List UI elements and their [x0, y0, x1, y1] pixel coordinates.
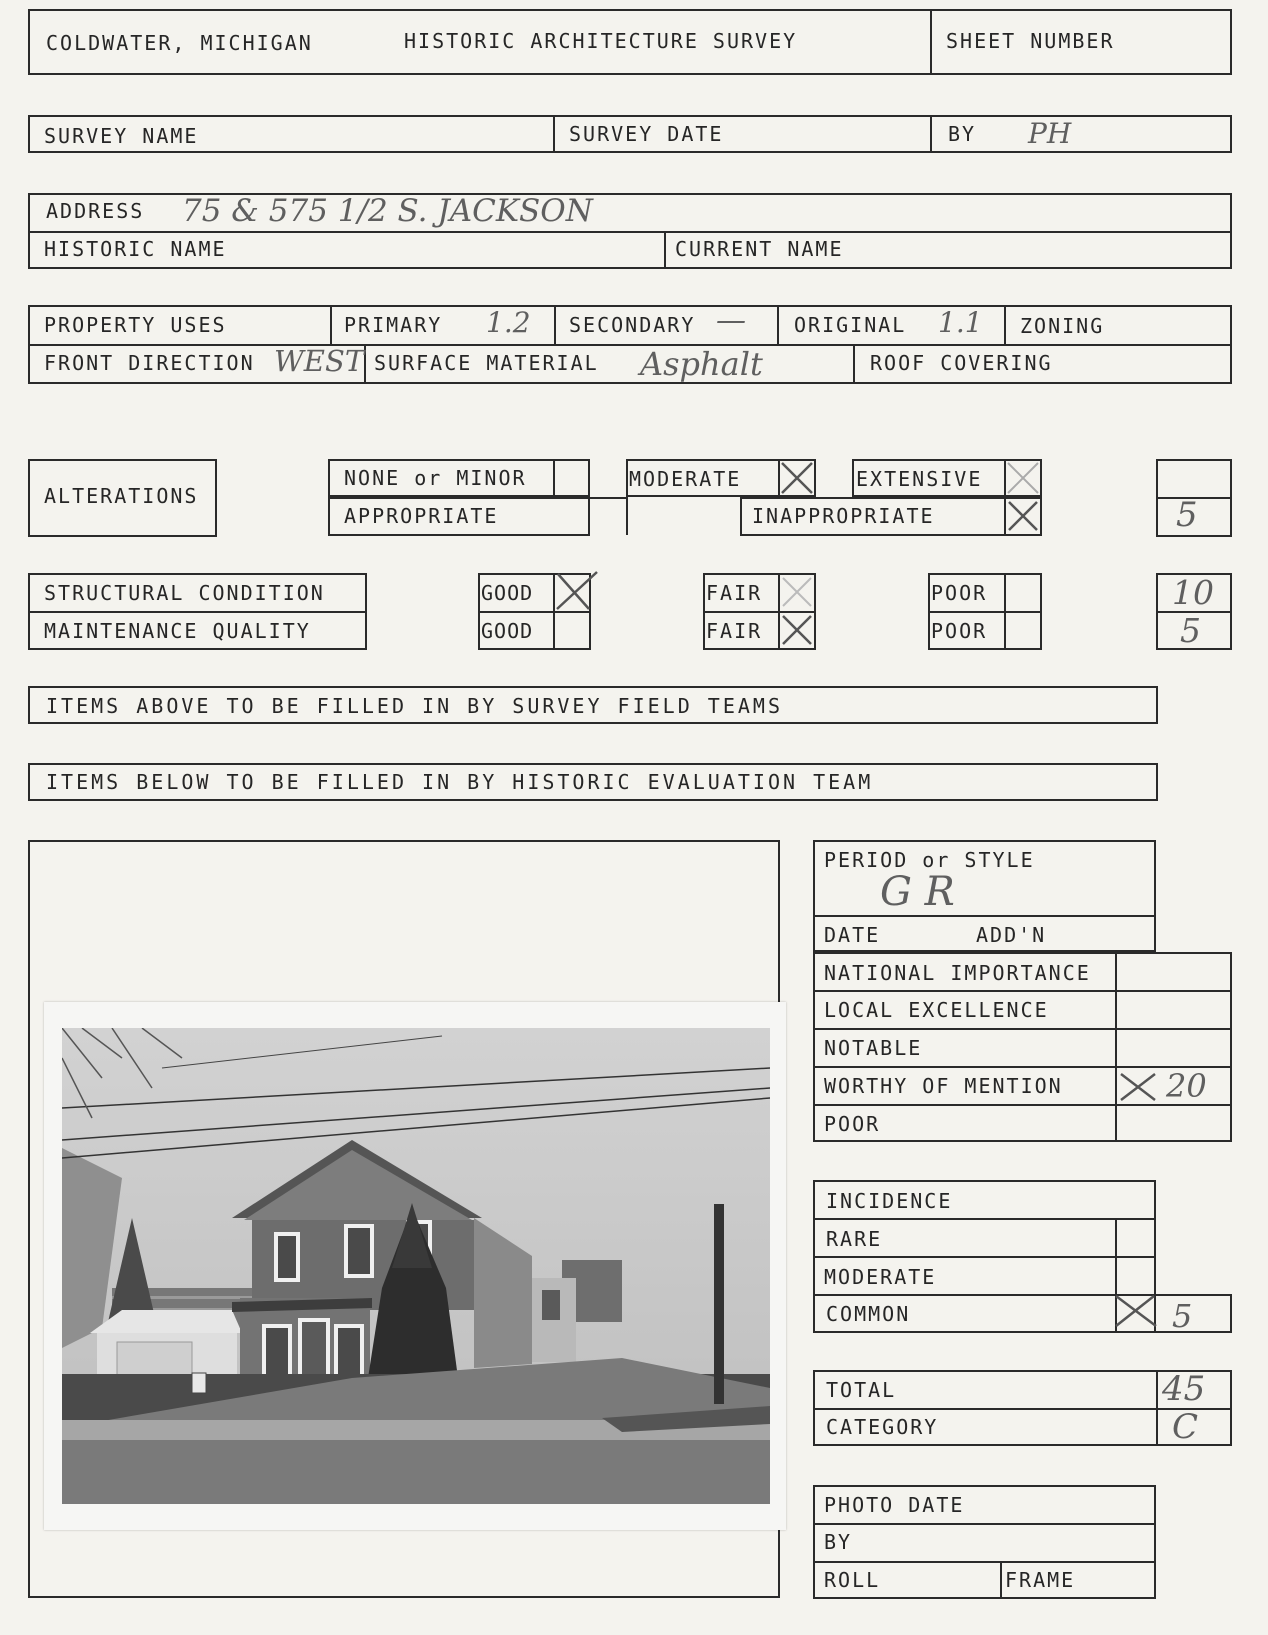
poor-label: POOR — [824, 1112, 881, 1136]
divider — [330, 305, 332, 344]
divider — [813, 1256, 1156, 1258]
divider — [930, 115, 932, 153]
divider — [777, 305, 779, 344]
survey-date-label: SURVEY DATE — [569, 122, 724, 146]
divider — [364, 344, 366, 384]
primary-value: 1.2 — [486, 306, 531, 339]
front-direction-label: FRONT DIRECTION — [44, 351, 255, 375]
common-score-box — [1156, 1294, 1232, 1333]
worthy-of-mention-label: WORTHY OF MENTION — [824, 1074, 1063, 1098]
extensive-label: EXTENSIVE — [856, 467, 983, 491]
maintenance-quality-label: MAINTENANCE QUALITY — [44, 619, 311, 643]
divider — [478, 611, 591, 613]
divider — [813, 1218, 1156, 1220]
divider — [813, 915, 1156, 917]
worthy-score: 20 — [1166, 1067, 1207, 1105]
current-name-label: CURRENT NAME — [675, 237, 844, 261]
addn-label: ADD'N — [976, 923, 1047, 947]
check-x-icon — [1004, 497, 1042, 535]
total-value: 45 — [1162, 1369, 1206, 1409]
check-x-icon — [1004, 459, 1042, 497]
note-above: ITEMS ABOVE TO BE FILLED IN BY SURVEY FIELD TEAMS — [46, 694, 784, 718]
rare-label: RARE — [826, 1227, 883, 1251]
divider — [1004, 305, 1006, 344]
incidence-label: INCIDENCE — [826, 1189, 953, 1213]
divider — [553, 115, 555, 153]
divider — [813, 1523, 1156, 1525]
divider — [28, 344, 1232, 346]
alterations-label: ALTERATIONS — [44, 484, 199, 508]
address-label: ADDRESS — [46, 199, 145, 223]
alterations-score: 5 — [1176, 495, 1198, 535]
maintenance-score: 5 — [1180, 611, 1201, 650]
house-photo — [44, 1002, 786, 1530]
inappropriate-label: INAPPROPRIATE — [752, 504, 935, 528]
divider — [1004, 573, 1006, 650]
structural-score: 10 — [1172, 573, 1214, 612]
structural-condition-label: STRUCTURAL CONDITION — [44, 581, 325, 605]
check-x-icon — [778, 573, 816, 611]
check-x-icon — [778, 611, 816, 649]
good-maintenance-label: GOOD — [481, 619, 534, 643]
category-label: CATEGORY — [826, 1415, 939, 1439]
divider — [664, 231, 666, 269]
divider — [928, 611, 1042, 613]
period-style-value: G R — [880, 869, 955, 915]
moderate-label: MODERATE — [629, 467, 742, 491]
category-value: C — [1172, 1407, 1199, 1447]
secondary-label: SECONDARY — [569, 313, 696, 337]
fair-structural-label: FAIR — [706, 581, 763, 605]
national-importance-label: NATIONAL IMPORTANCE — [824, 961, 1091, 985]
date-label: DATE — [824, 923, 881, 947]
poor-structural-label: POOR — [931, 581, 988, 605]
divider — [28, 231, 1232, 233]
common-score: 5 — [1172, 1297, 1193, 1335]
check-x-icon — [778, 459, 816, 497]
frame-label: FRAME — [1005, 1568, 1076, 1592]
city-label: COLDWATER, MICHIGAN — [46, 31, 313, 55]
notable-label: NOTABLE — [824, 1036, 923, 1060]
divider — [1156, 1370, 1158, 1446]
surface-material-label: SURFACE MATERIAL — [374, 351, 599, 375]
primary-label: PRIMARY — [344, 313, 443, 337]
historic-name-label: HISTORIC NAME — [44, 237, 227, 261]
roof-covering-label: ROOF COVERING — [870, 351, 1053, 375]
survey-name-label: SURVEY NAME — [44, 124, 199, 148]
common-label: COMMON — [826, 1302, 911, 1326]
divider — [554, 305, 556, 344]
divider — [930, 9, 932, 75]
divider — [1000, 1561, 1002, 1599]
divider — [553, 459, 555, 497]
fair-maintenance-label: FAIR — [706, 619, 763, 643]
roll-label: ROLL — [824, 1568, 881, 1592]
divider — [813, 990, 1232, 992]
surface-material-value: Asphalt — [640, 345, 763, 383]
front-direction-value: WEST — [274, 344, 365, 378]
none-minor-label: NONE or MINOR — [344, 466, 527, 490]
check-x-icon — [1117, 1070, 1159, 1104]
photo-by-label: BY — [824, 1530, 853, 1554]
original-value: 1.1 — [938, 306, 983, 339]
period-style-label: PERIOD or STYLE — [824, 848, 1035, 872]
check-x-icon — [553, 569, 609, 611]
local-excellence-label: LOCAL EXCELLENCE — [824, 998, 1049, 1022]
zoning-label: ZONING — [1020, 314, 1105, 338]
poor-maintenance-label: POOR — [931, 619, 988, 643]
check-x-icon — [1110, 1292, 1160, 1330]
divider — [813, 1561, 1156, 1563]
good-structural-label: GOOD — [481, 581, 534, 605]
divider — [1115, 952, 1117, 1142]
total-label: TOTAL — [826, 1378, 897, 1402]
divider — [853, 344, 855, 384]
divider — [813, 1028, 1232, 1030]
note-below: ITEMS BELOW TO BE FILLED IN BY HISTORIC EVALUATION TEAM — [46, 770, 874, 794]
photo-date-label: PHOTO DATE — [824, 1493, 965, 1517]
secondary-value: — — [716, 303, 746, 338]
property-uses-label: PROPERTY USES — [44, 313, 227, 337]
appropriate-label: APPROPRIATE — [344, 504, 499, 528]
moderate-incidence-label: MODERATE — [824, 1265, 937, 1289]
by-value: PH — [1028, 117, 1072, 150]
by-label: BY — [948, 122, 977, 146]
divider — [590, 497, 628, 499]
original-label: ORIGINAL — [794, 313, 907, 337]
sheet-number-label: SHEET NUMBER — [946, 29, 1115, 53]
survey-title: HISTORIC ARCHITECTURE SURVEY — [404, 29, 798, 53]
divider — [28, 611, 367, 613]
address-value: 75 & 575 1/2 S. JACKSON — [182, 193, 593, 229]
